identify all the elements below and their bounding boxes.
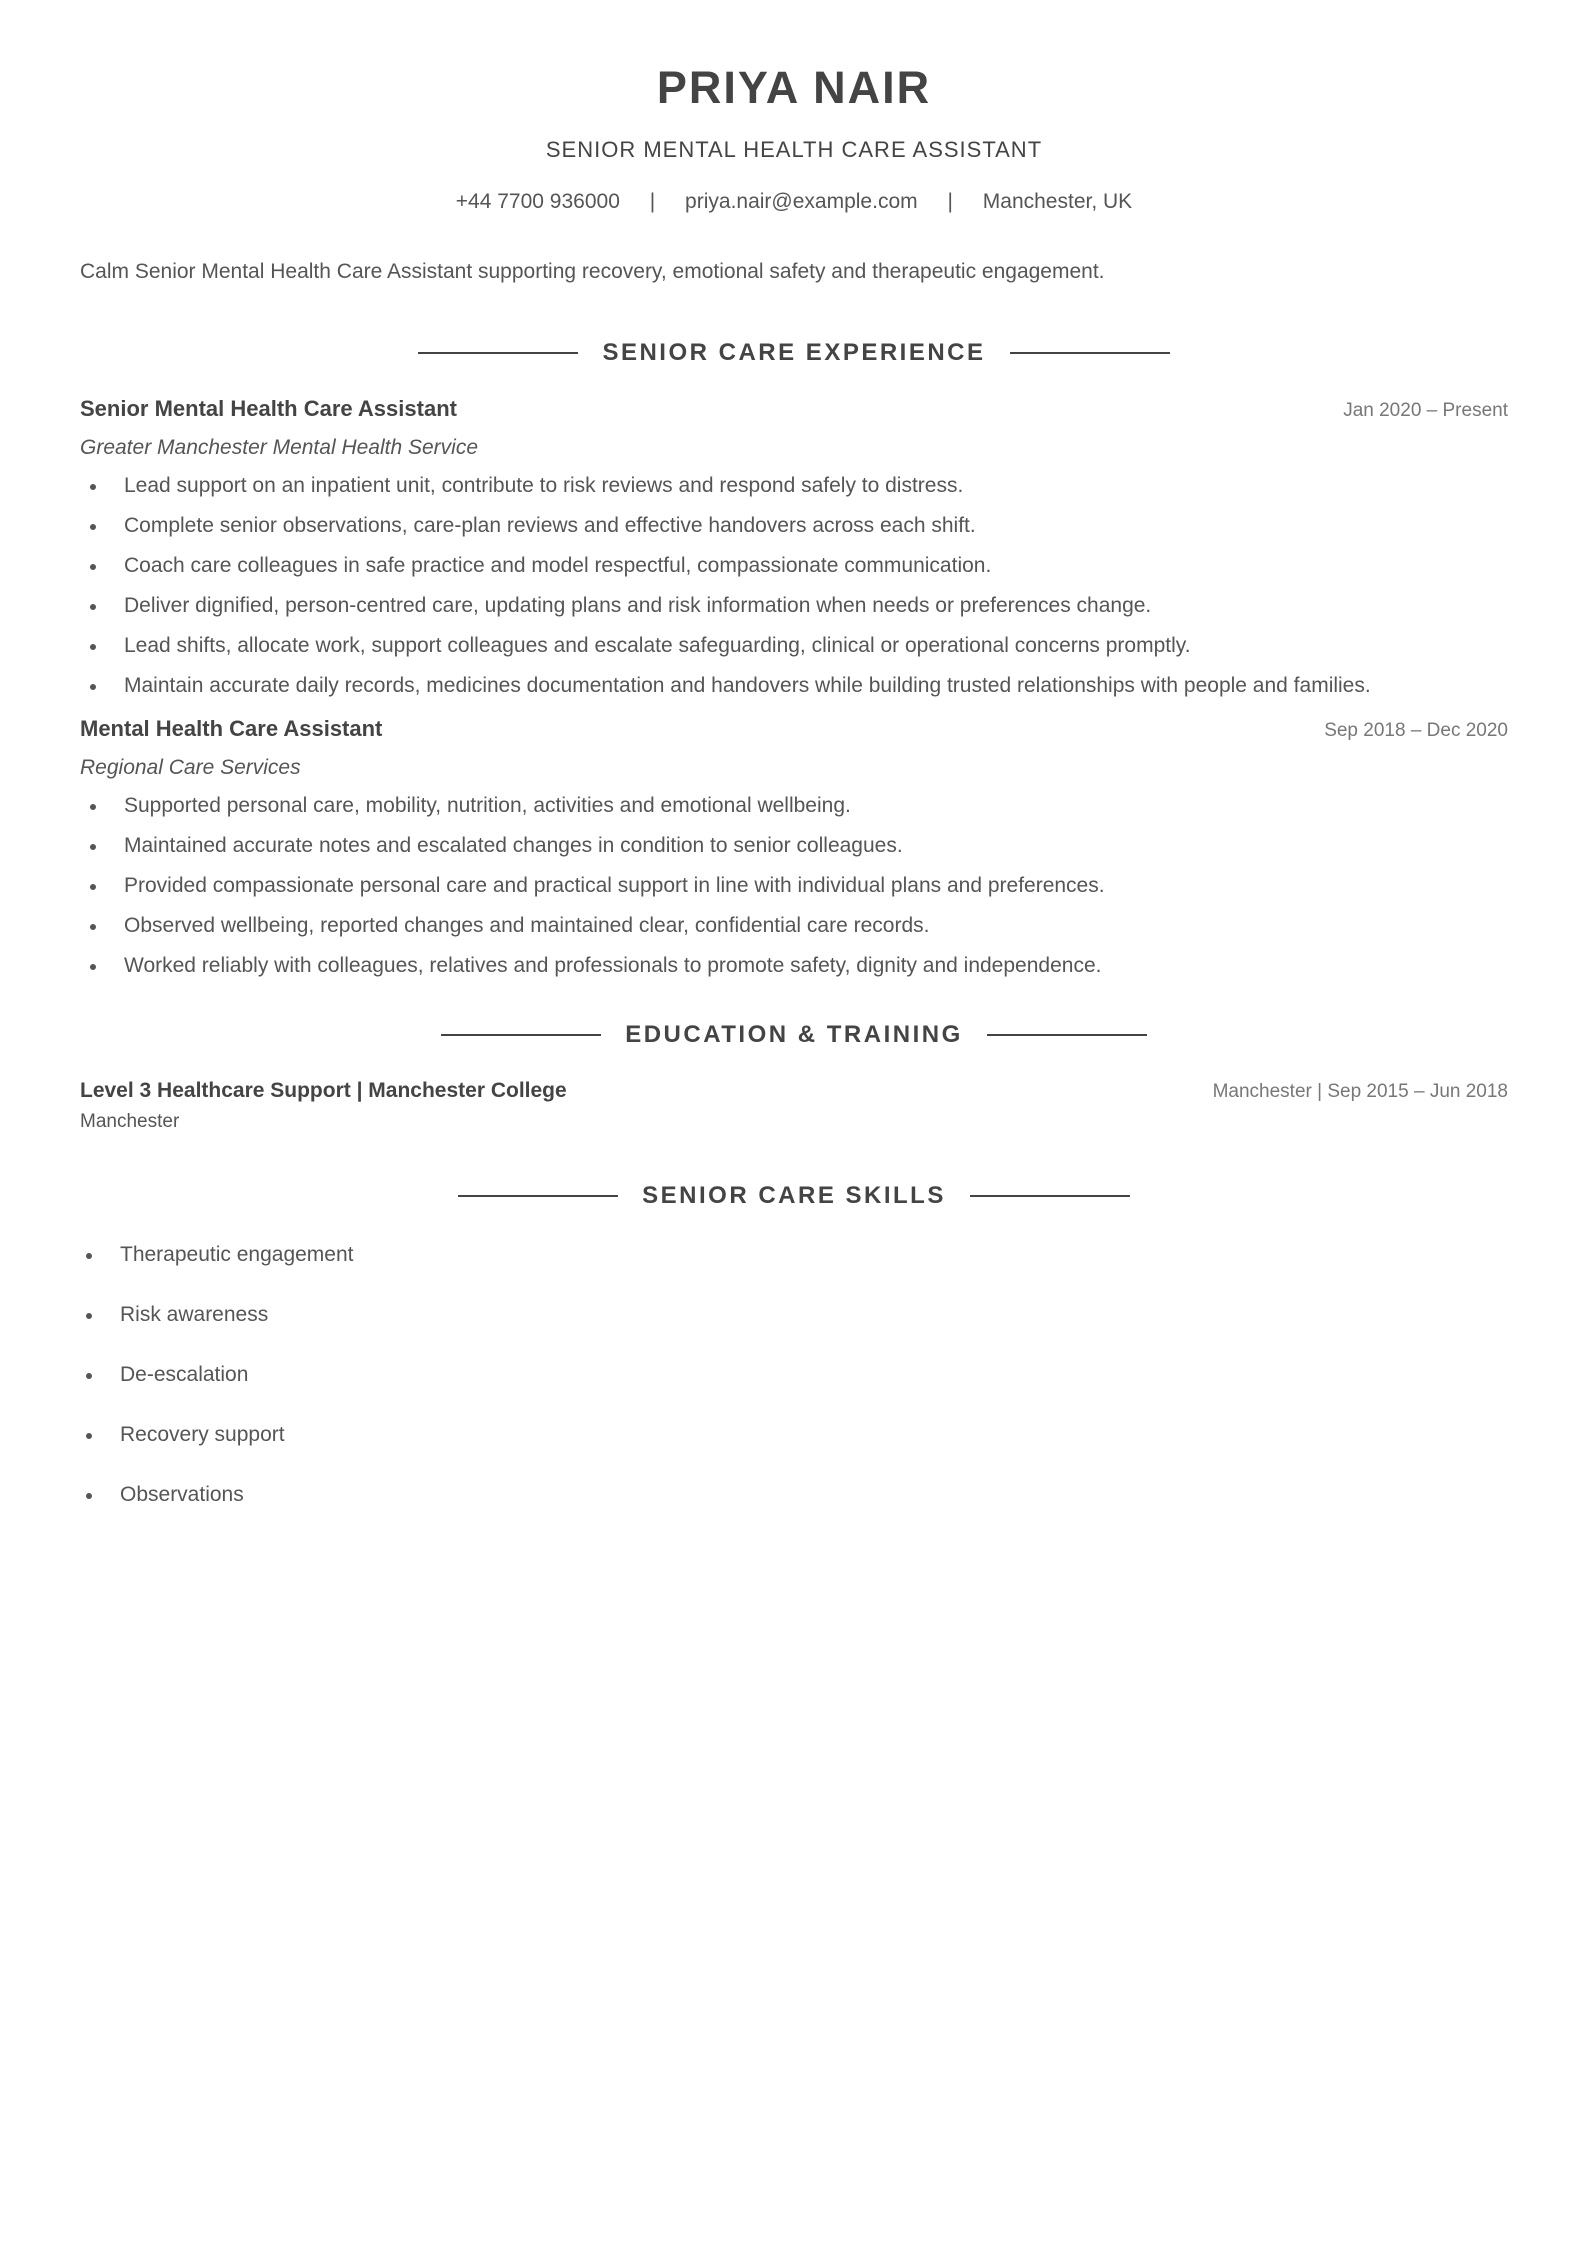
contact-email: priya.nair@example.com bbox=[685, 190, 918, 213]
contact-phone: +44 7700 936000 bbox=[455, 190, 620, 213]
job-bullet: Provided compassionate personal care and practical support in line with individual plans and preferences. bbox=[80, 872, 1508, 900]
profile-summary: Calm Senior Mental Health Care Assistant supporting recovery, emotional safety and therapeutic engagement. bbox=[80, 260, 1105, 283]
job-dates: Jan 2020 – Present bbox=[1343, 400, 1508, 421]
heading-rule-right bbox=[987, 1034, 1147, 1036]
contact-line bbox=[80, 188, 1508, 216]
heading-rule-left bbox=[418, 352, 578, 354]
section-heading-skills bbox=[80, 1181, 1508, 1211]
skill-item: Observations bbox=[80, 1481, 1508, 1509]
job-organization: Greater Manchester Mental Health Service bbox=[80, 436, 479, 459]
job-bullet: Supported personal care, mobility, nutrition, activities and emotional wellbeing. bbox=[80, 792, 1508, 820]
job-bullet: Lead shifts, allocate work, support colleagues and escalate safeguarding, clinical or operational concerns promptly. bbox=[80, 632, 1508, 660]
education-entry bbox=[80, 1076, 1508, 1135]
heading-rule-right bbox=[1010, 352, 1170, 354]
job-bullet: Lead support on an inpatient unit, contribute to risk reviews and respond safely to distress. bbox=[80, 472, 1508, 500]
job-bullet: Worked reliably with colleagues, relatives and professionals to promote safety, dignity and independence. bbox=[80, 952, 1508, 980]
job-organization: Regional Care Services bbox=[80, 756, 301, 779]
section-title: SENIOR CARE EXPERIENCE bbox=[602, 339, 986, 366]
education-title: Level 3 Healthcare Support | Manchester College bbox=[80, 1079, 567, 1102]
education-location: Manchester bbox=[80, 1111, 180, 1132]
section-heading-education bbox=[80, 1020, 1508, 1050]
job-bullet-list bbox=[80, 792, 1508, 980]
heading-rule-left bbox=[441, 1034, 601, 1036]
job-bullet-list bbox=[80, 472, 1508, 700]
contact-location: Manchester, UK bbox=[982, 190, 1133, 213]
job-bullet: Maintained accurate notes and escalated changes in condition to senior colleagues. bbox=[80, 832, 1508, 860]
section-title: SENIOR CARE SKILLS bbox=[642, 1182, 946, 1209]
job-dates: Sep 2018 – Dec 2020 bbox=[1324, 720, 1508, 741]
heading-rule-right bbox=[970, 1195, 1130, 1197]
candidate-headline: SENIOR MENTAL HEALTH CARE ASSISTANT bbox=[545, 137, 1043, 162]
job-bullet: Complete senior observations, care-plan reviews and effective handovers across each shift. bbox=[80, 512, 1508, 540]
skill-item: Therapeutic engagement bbox=[80, 1241, 1508, 1269]
job-title: Senior Mental Health Care Assistant bbox=[80, 396, 457, 421]
contact-separator: | bbox=[947, 190, 953, 213]
job-bullet: Coach care colleagues in safe practice and model respectful, compassionate communication. bbox=[80, 552, 1508, 580]
section-heading-experience bbox=[80, 338, 1508, 368]
job-entry bbox=[80, 394, 1508, 700]
section-title: EDUCATION & TRAINING bbox=[625, 1021, 963, 1048]
candidate-name: PRIYA NAIR bbox=[656, 62, 932, 113]
education-meta: Manchester | Sep 2015 – Jun 2018 bbox=[1212, 1081, 1508, 1102]
skill-item: De-escalation bbox=[80, 1361, 1508, 1389]
job-bullet: Deliver dignified, person-centred care, updating plans and risk information when needs or preferences change. bbox=[80, 592, 1508, 620]
job-entry bbox=[80, 714, 1508, 980]
contact-separator: | bbox=[649, 190, 656, 213]
skill-item: Risk awareness bbox=[80, 1301, 1508, 1329]
heading-rule-left bbox=[458, 1195, 618, 1197]
job-bullet: Maintain accurate daily records, medicines documentation and handovers while building trusted relationships with people and families. bbox=[80, 672, 1508, 700]
skill-item: Recovery support bbox=[80, 1421, 1508, 1449]
job-bullet: Observed wellbeing, reported changes and maintained clear, confidential care records. bbox=[80, 912, 1508, 940]
job-title: Mental Health Care Assistant bbox=[80, 716, 383, 741]
skills-list bbox=[80, 1241, 1508, 1509]
